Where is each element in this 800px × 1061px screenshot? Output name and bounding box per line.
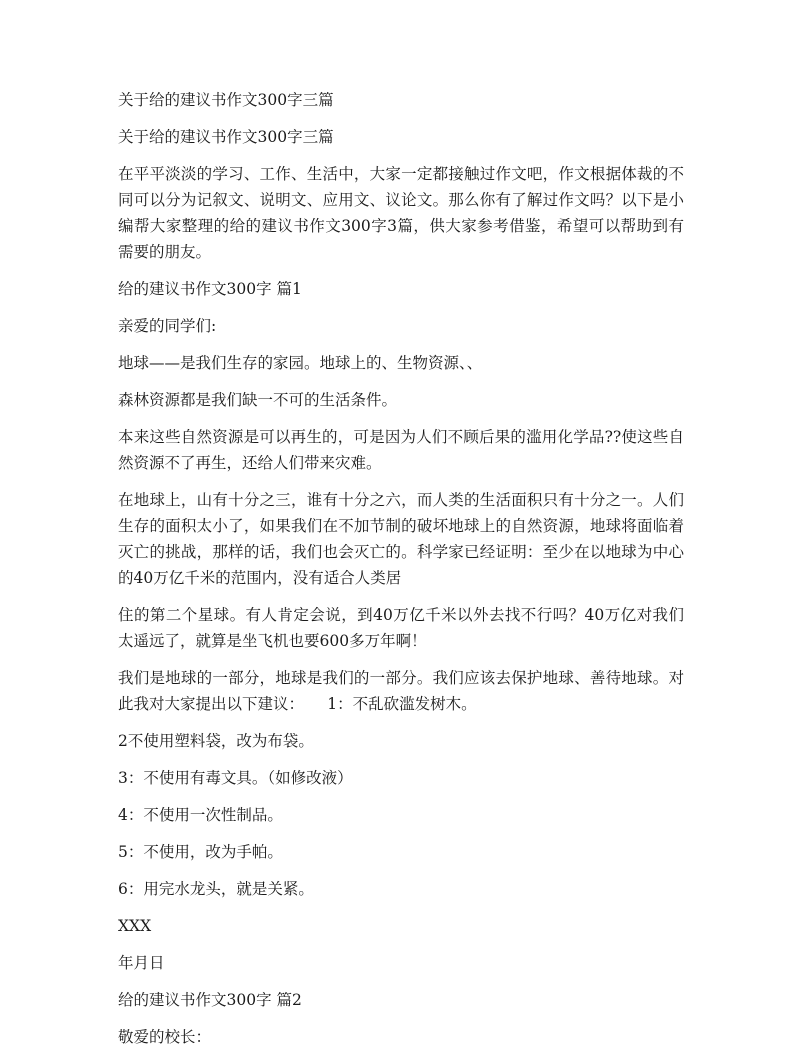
suggestion-item: 3：不使用有毒文具。（如修改液） <box>118 769 353 787</box>
date-line: 年月日 <box>118 954 165 972</box>
section-heading-1: 给的建议书作文300字 篇1 <box>118 280 302 298</box>
body-paragraph: 在地球上，山有十分之三，谁有十分之六，而人类的生活面积只有十分之一。人们生存的面积太小了，如果我们在不加节制的破坏地球上的自然资源，地球将面临着灭亡的挑战，那样的话，我们也会灭亡的。科学家已经证明：至少在以地球为中心的40万亿千米的范围内，没有适合人类居 <box>118 491 684 587</box>
body-paragraph: 地球——是我们生存的家园。地球上的、生物资源、、 <box>118 354 483 372</box>
body-paragraph: 住的第二个星球。有人肯定会说，到40万亿千米以外去找不行吗？40万亿对我们太遥远了，就算是坐飞机也要600多万年啊！ <box>118 606 684 650</box>
intro-paragraph: 在平平淡淡的学习、工作、生活中，大家一定都接触过作文吧，作文根据体裁的不同可以分为记叙文、说明文、应用文、议论文。那么你有了解过作文吗？以下是小编帮大家整理的给的建议书作文300字3篇，供大家参考借鉴，希望可以帮助到有需要的朋友。 <box>118 165 684 261</box>
section-heading-2: 给的建议书作文300字 篇2 <box>118 991 302 1009</box>
suggestion-item: 4：不使用一次性制品。 <box>118 806 283 824</box>
document-subtitle: 关于给的建议书作文300字三篇 <box>118 128 334 146</box>
signature: XXX <box>118 917 152 935</box>
suggestion-item: 6：用完水龙头，就是关紧。 <box>118 880 314 898</box>
body-paragraph: 我们是地球的一部分，地球是我们的一部分。我们应该去保护地球、善待地球。对此我对大家提出以下建议： 1：不乱砍滥发树木。 <box>118 669 684 713</box>
salutation: 亲爱的同学们: <box>118 317 217 335</box>
body-paragraph: 本来这些自然资源是可以再生的，可是因为人们不顾后果的滥用化学品??使这些自然资源不了再生，还给人们带来灾难。 <box>118 428 684 472</box>
suggestion-item: 5：不使用，改为手帕。 <box>118 843 283 861</box>
suggestion-item: 2不使用塑料袋，改为布袋。 <box>118 732 314 750</box>
document-title: 关于给的建议书作文300字三篇 <box>118 91 334 109</box>
document-page <box>118 87 684 1061</box>
body-paragraph: 森林资源都是我们缺一不可的生活条件。 <box>118 391 398 409</box>
salutation: 敬爱的校长： <box>118 1028 212 1046</box>
